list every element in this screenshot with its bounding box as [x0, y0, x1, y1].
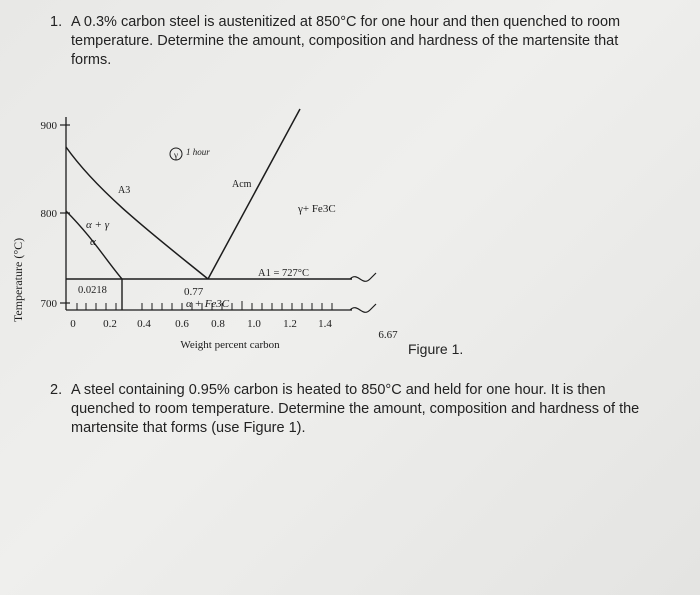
alpha-solubility-label: 0.0218 — [78, 285, 107, 296]
x-tick-label-1.2: 1.2 — [283, 318, 297, 330]
a3-line — [66, 147, 208, 279]
question-2 — [50, 381, 690, 443]
eutectoid-composition-label: 0.77 — [184, 286, 204, 298]
x-tick-label-1.4: 1.4 — [318, 318, 332, 330]
x-tick-label-0.4: 0.4 — [137, 318, 151, 330]
question-1-number: 1. — [50, 14, 63, 30]
a1-break-mark — [350, 273, 376, 281]
acm-line — [208, 109, 300, 279]
x-tick-label-0.2: 0.2 — [103, 318, 117, 330]
acm-annotation: Acm — [232, 179, 252, 190]
x-break-label-6.67: 6.67 — [378, 329, 398, 341]
phase-diagram — [0, 95, 420, 365]
x-tick-label-0: 0 — [70, 318, 76, 330]
question-2-number: 2. — [50, 382, 63, 398]
alpha-label: α — [90, 236, 96, 248]
x-axis-label: Weight percent carbon — [180, 339, 280, 351]
x-tick-label-0.6: 0.6 — [175, 318, 189, 330]
question-2-text: A steel containing 0.95% carbon is heated to 850°C and held for one hour. It is then quenched to room temperature. Determine the amount, composition and hardness of the martensite that forms (use Figure 1). — [71, 382, 640, 436]
a1-label: A1 = 727°C — [258, 268, 309, 279]
gamma-marker: γ — [174, 150, 178, 160]
y-axis-label: Temperature (°C) — [11, 237, 25, 323]
question-1 — [50, 13, 670, 75]
y-tick-label-700: 700 — [40, 298, 57, 310]
x-tick-label-0.8: 0.8 — [211, 318, 225, 330]
question-1-text: A 0.3% carbon steel is austenitized at 850°C for one hour and then quenched to room temperature. Determine the amount, composition and hardness of the martensite that forms. — [71, 14, 621, 68]
axis-break-mark — [350, 304, 376, 312]
y-tick-label-800: 800 — [40, 208, 57, 220]
alpha-gamma-label: α + γ — [86, 219, 110, 231]
one-hour-note: 1 hour — [186, 147, 210, 157]
a3-annotation: A3 — [118, 185, 131, 196]
x-tick-label-1.0: 1.0 — [247, 318, 261, 330]
figure-caption: Figure 1. — [408, 341, 464, 357]
y-tick-label-900: 900 — [40, 120, 57, 132]
gamma-fe3c-label: γ+ Fe3C — [298, 203, 336, 215]
alpha-fe3c-label: α + Fe3C — [186, 298, 230, 310]
